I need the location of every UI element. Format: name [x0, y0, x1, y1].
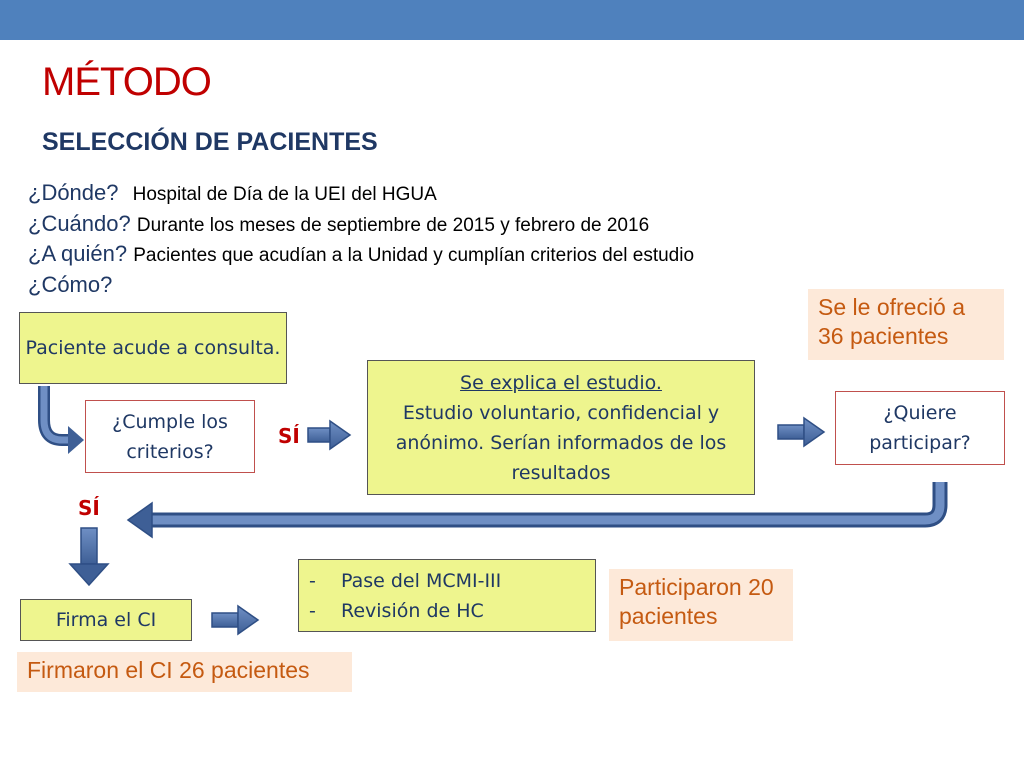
flow-step-quiere-participar: ¿Quiere participar? — [835, 391, 1005, 465]
curved-arrow-1 — [44, 386, 84, 454]
question-label: ¿Dónde? — [28, 180, 119, 205]
right-arrow-1 — [308, 421, 350, 449]
list-item: - Pase del MCMI-III — [309, 570, 502, 592]
yes-label-1: SÍ — [278, 424, 300, 448]
down-arrow — [70, 528, 108, 585]
question-label: ¿Cuándo? — [28, 211, 131, 236]
list-item: - Revisión de HC — [309, 600, 484, 622]
question-answer: Hospital de Día de la UEI del HGUA — [132, 184, 437, 205]
flow-step-criterios: ¿Cumple los criterios? — [85, 400, 255, 473]
slide-title: MÉTODO — [42, 60, 211, 104]
right-arrow-3 — [212, 606, 258, 634]
flow-step-consulta: Paciente acude a consulta. — [19, 312, 287, 384]
note-participated: Participaron 20 pacientes — [609, 569, 793, 641]
question-answer: Pacientes que acudían a la Unidad y cumplían criterios del estudio — [133, 245, 695, 266]
question-answer: Durante los meses de septiembre de 2015 y febrero de 2016 — [136, 215, 650, 236]
flow-step-firma: Firma el CI — [20, 599, 192, 641]
question-label: ¿Cómo? — [28, 272, 113, 297]
flow-step-actions — [298, 559, 596, 632]
note-offered: Se le ofreció a 36 pacientes — [808, 289, 1004, 360]
explica-title: Se explica el estudio. — [460, 371, 662, 394]
note-signed: Firmaron el CI 26 pacientes — [17, 652, 352, 692]
slide-subtitle: SELECCIÓN DE PACIENTES — [42, 128, 378, 156]
question-label: ¿A quién? — [28, 241, 128, 266]
explica-detail: Estudio voluntario, confidencial y anónimo. Serían informados de los resultados — [395, 401, 727, 484]
flow-step-explica — [367, 360, 755, 495]
right-arrow-2 — [778, 418, 824, 446]
yes-label-2: SÍ — [78, 496, 100, 520]
